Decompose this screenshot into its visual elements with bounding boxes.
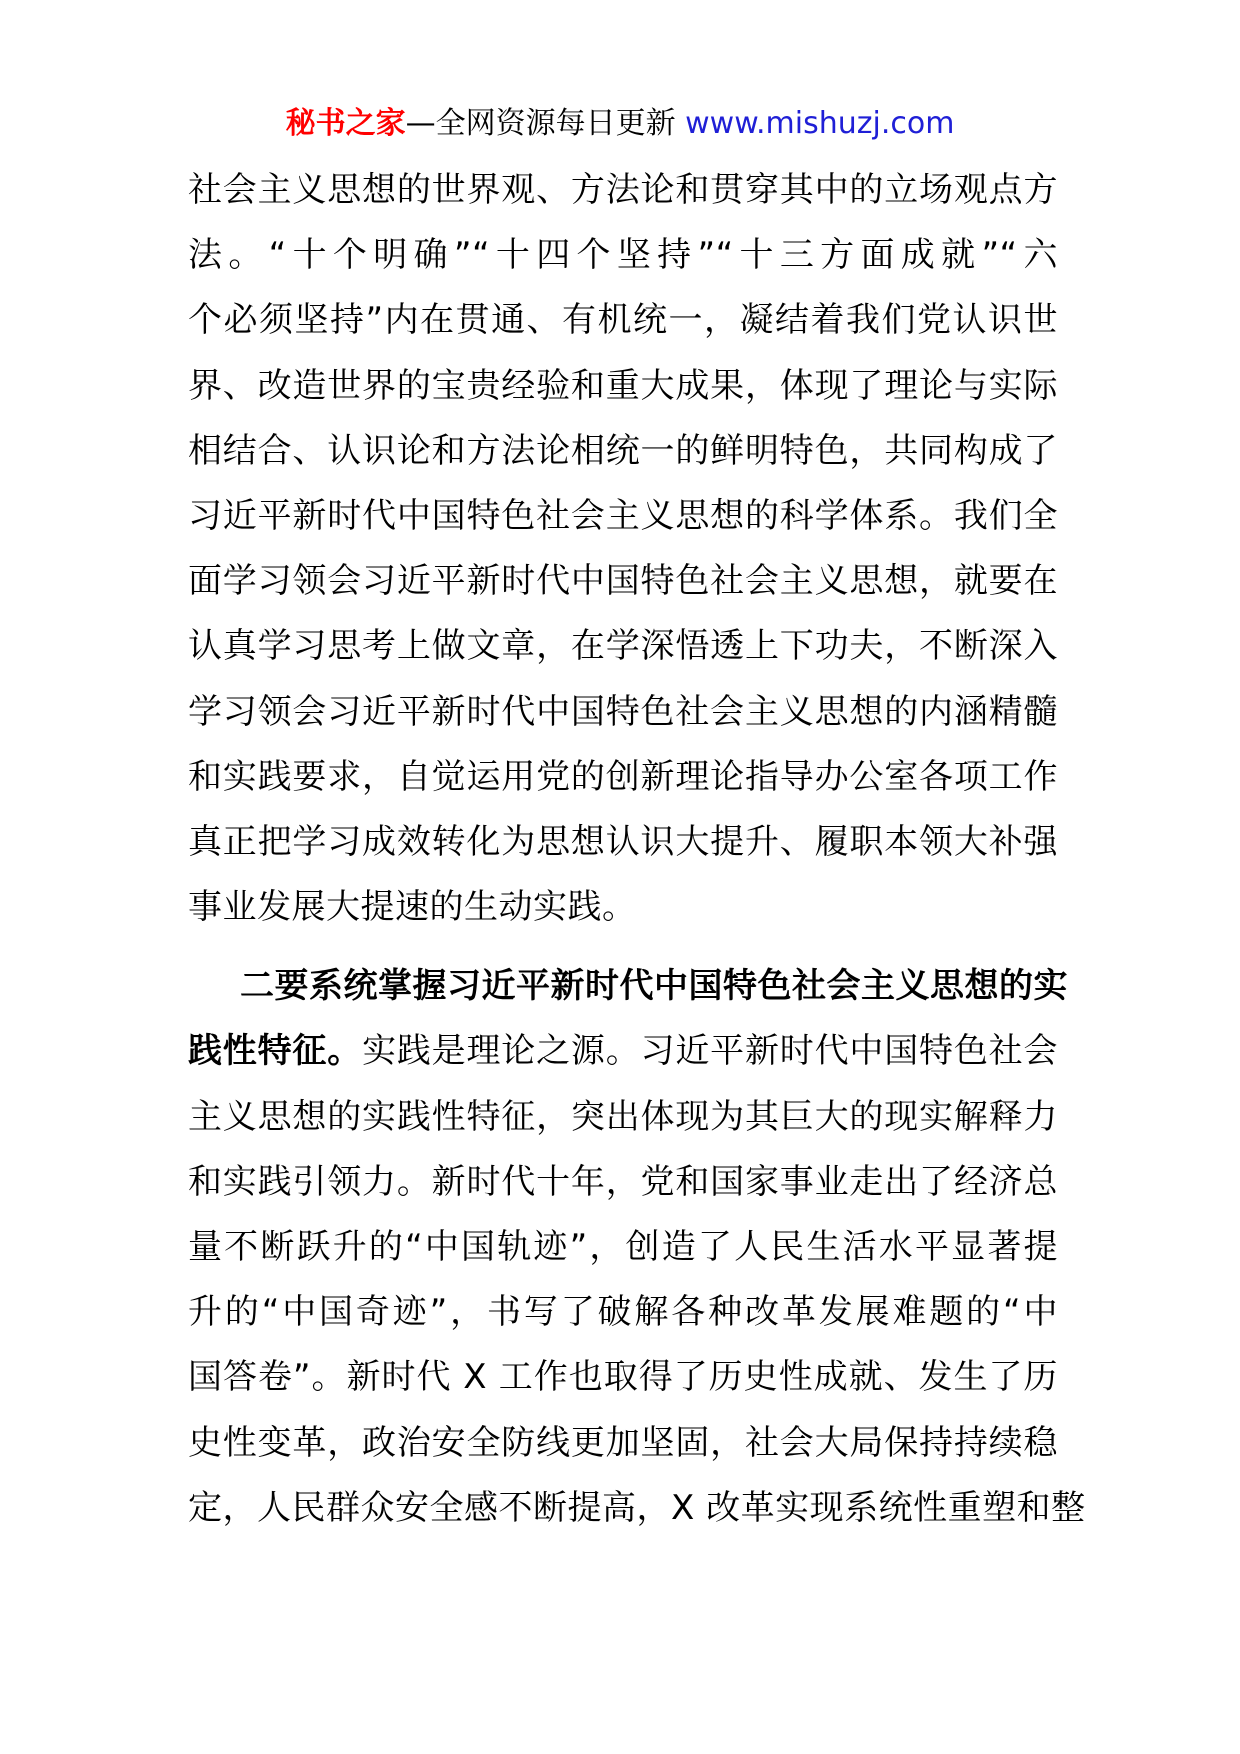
text-line: 定，人民群众安全感不断提高，X 改革实现系统性重塑和整 — [188, 1487, 1086, 1528]
text-line: 真正把学习成效转化为思想认识大提升、履职本领大补强 — [188, 821, 1058, 862]
text-line: 史性变革，政治安全防线更加坚固，社会大局保持持续稳 — [188, 1422, 1058, 1463]
text-line: 习近平新时代中国特色社会主义思想的科学体系。我们全 — [188, 495, 1058, 536]
document-body — [188, 158, 1086, 1541]
site-header — [0, 100, 1240, 148]
text-line: 法。“十个明确”“十四个坚持”“十三方面成就”“六 — [188, 235, 1058, 276]
text-line: 主义思想的实践性特征，突出体现为其巨大的现实解释力 — [188, 1096, 1058, 1137]
text-line: 面学习领会习近平新时代中国特色社会主义思想，就要在 — [188, 561, 1058, 602]
text-line: 认真学习思考上做文章，在学深悟透上下功夫，不断深入 — [188, 626, 1058, 667]
text-line: 学习领会习近平新时代中国特色社会主义思想的内涵精髓 — [188, 691, 1058, 732]
text-line: 界、改造世界的宝贵经验和重大成果，体现了理论与实际 — [188, 365, 1058, 406]
text-segment: 实践是理论之源。习近平新时代中国特色社会 — [362, 1031, 1058, 1072]
text-line: 升的“中国奇迹”，书写了破解各种改革发展难题的“中 — [188, 1292, 1058, 1333]
text-line — [188, 1019, 1058, 1084]
section-heading: 二要系统掌握习近平新时代中国特色社会主义思想的实 — [240, 966, 1068, 1007]
paragraph-2 — [188, 954, 1086, 1541]
text-line: 事业发展大提速的生动实践。 — [188, 887, 637, 928]
text-line: 和实践引领力。新时代十年，党和国家事业走出了经济总 — [188, 1161, 1058, 1202]
site-url-link[interactable]: www.mishuzj.com — [685, 106, 955, 141]
text-line: 和实践要求，自觉运用党的创新理论指导办公室各项工作 — [188, 756, 1058, 797]
text-line: 国答卷”。新时代 X 工作也取得了历史性成就、发生了历 — [188, 1357, 1058, 1398]
text-line: 相结合、认识论和方法论相统一的鲜明特色，共同构成了 — [188, 430, 1058, 471]
text-line: 个必须坚持”内在贯通、有机统一，凝结着我们党认识世 — [188, 300, 1058, 341]
text-line: 量不断跃升的“中国轨迹”，创造了人民生活水平显著提 — [188, 1227, 1058, 1267]
paragraph-gap — [188, 940, 1058, 954]
header-tagline: —全网资源每日更新 — [405, 106, 686, 141]
section-heading-end: 践性特征。 — [188, 1031, 363, 1072]
text-line: 社会主义思想的世界观、方法论和贯穿其中的立场观点方 — [188, 170, 1058, 210]
paragraph-1 — [188, 158, 1058, 940]
brand-name: 秘书之家 — [285, 106, 406, 141]
